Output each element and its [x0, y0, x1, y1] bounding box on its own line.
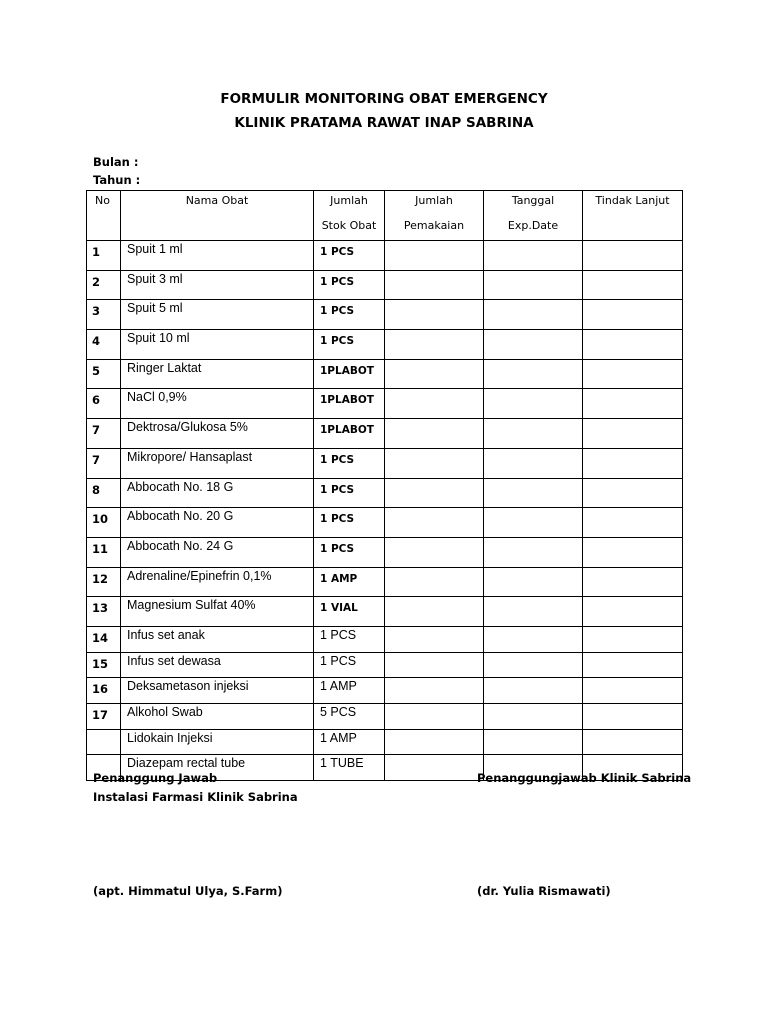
medication-name: Mikropore/ Hansaplast	[121, 448, 314, 478]
stock-quantity: 1 PCS	[314, 270, 385, 300]
follow-up-cell[interactable]	[583, 478, 683, 508]
follow-up-cell[interactable]	[583, 330, 683, 360]
row-number: 7	[87, 448, 121, 478]
table-row	[87, 597, 683, 627]
exp-date-cell[interactable]	[484, 678, 583, 704]
usage-cell[interactable]	[385, 270, 484, 300]
medication-name: Infus set anak	[121, 626, 314, 652]
form-title: FORMULIR MONITORING OBAT EMERGENCY	[220, 91, 548, 107]
table-row	[87, 626, 683, 652]
table-row	[87, 678, 683, 704]
exp-date-cell[interactable]	[484, 597, 583, 627]
table-row	[87, 567, 683, 597]
header-nama-obat: Nama Obat	[121, 191, 314, 241]
table-row	[87, 508, 683, 538]
row-number: 4	[87, 330, 121, 360]
stock-quantity: 1 AMP	[314, 567, 385, 597]
header-jumlah-stok: Jumlah Stok Obat	[314, 191, 385, 241]
exp-date-cell[interactable]	[484, 448, 583, 478]
medication-name: Adrenaline/Epinefrin 0,1%	[121, 567, 314, 597]
follow-up-cell[interactable]	[583, 678, 683, 704]
medication-name: Dektrosa/Glukosa 5%	[121, 419, 314, 449]
exp-date-cell[interactable]	[484, 567, 583, 597]
follow-up-cell[interactable]	[583, 508, 683, 538]
stock-quantity: 1PLABOT	[314, 359, 385, 389]
medication-name: Abbocath No. 18 G	[121, 478, 314, 508]
usage-cell[interactable]	[385, 359, 484, 389]
medication-name: Spuit 10 ml	[121, 330, 314, 360]
row-number: 7	[87, 419, 121, 449]
usage-cell[interactable]	[385, 419, 484, 449]
usage-cell[interactable]	[385, 330, 484, 360]
medication-name: Spuit 5 ml	[121, 300, 314, 330]
row-number: 8	[87, 478, 121, 508]
table-row	[87, 448, 683, 478]
exp-date-cell[interactable]	[484, 537, 583, 567]
usage-cell[interactable]	[385, 704, 484, 730]
stock-quantity: 1 VIAL	[314, 597, 385, 627]
stock-quantity: 1 PCS	[314, 626, 385, 652]
exp-date-cell[interactable]	[484, 478, 583, 508]
row-number: 3	[87, 300, 121, 330]
row-number: 11	[87, 537, 121, 567]
follow-up-cell[interactable]	[583, 537, 683, 567]
usage-cell[interactable]	[385, 729, 484, 755]
stock-quantity: 1PLABOT	[314, 419, 385, 449]
follow-up-cell[interactable]	[583, 241, 683, 271]
medication-name: Spuit 3 ml	[121, 270, 314, 300]
clinic-title: KLINIK PRATAMA RAWAT INAP SABRINA	[234, 115, 534, 131]
row-number: 6	[87, 389, 121, 419]
usage-cell[interactable]	[385, 508, 484, 538]
follow-up-cell[interactable]	[583, 359, 683, 389]
row-number: 16	[87, 678, 121, 704]
row-number: 2	[87, 270, 121, 300]
exp-date-cell[interactable]	[484, 270, 583, 300]
header-jumlah-pemakaian: Jumlah Pemakaian	[385, 191, 484, 241]
right-signer-name: (dr. Yulia Rismawati)	[477, 884, 611, 898]
medication-name: Lidokain Injeksi	[121, 729, 314, 755]
table-row	[87, 704, 683, 730]
usage-cell[interactable]	[385, 755, 484, 781]
follow-up-cell[interactable]	[583, 300, 683, 330]
row-number: 15	[87, 652, 121, 678]
row-number: 17	[87, 704, 121, 730]
follow-up-cell[interactable]	[583, 567, 683, 597]
left-signer-name: (apt. Himmatul Ulya, S.Farm)	[93, 884, 283, 898]
exp-date-cell[interactable]	[484, 419, 583, 449]
right-signer-role: Penanggungjawab Klinik Sabrina	[477, 771, 692, 785]
usage-cell[interactable]	[385, 597, 484, 627]
table-row	[87, 419, 683, 449]
tahun-label: Tahun :	[93, 173, 141, 187]
stock-quantity: 1 PCS	[314, 478, 385, 508]
exp-date-cell[interactable]	[484, 704, 583, 730]
header-tanggal-exp: Tanggal Exp.Date	[484, 191, 583, 241]
stock-quantity: 1 PCS	[314, 652, 385, 678]
usage-cell[interactable]	[385, 448, 484, 478]
row-number: 1	[87, 241, 121, 271]
header-tindak-lanjut: Tindak Lanjut	[583, 191, 683, 241]
medication-name: Infus set dewasa	[121, 652, 314, 678]
row-number: 10	[87, 508, 121, 538]
stock-quantity: 1PLABOT	[314, 389, 385, 419]
medication-table	[86, 190, 683, 781]
medication-name: Abbocath No. 24 G	[121, 537, 314, 567]
medication-name: Deksametason injeksi	[121, 678, 314, 704]
follow-up-cell[interactable]	[583, 704, 683, 730]
follow-up-cell[interactable]	[583, 270, 683, 300]
stock-quantity: 1 PCS	[314, 508, 385, 538]
row-number: 5	[87, 359, 121, 389]
stock-quantity: 1 PCS	[314, 330, 385, 360]
medication-name: Magnesium Sulfat 40%	[121, 597, 314, 627]
table-header-row	[87, 191, 683, 241]
usage-cell[interactable]	[385, 652, 484, 678]
stock-quantity: 1 PCS	[314, 537, 385, 567]
usage-cell[interactable]	[385, 389, 484, 419]
stock-quantity: 1 PCS	[314, 241, 385, 271]
stock-quantity: 1 AMP	[314, 678, 385, 704]
medication-name: Diazepam rectal tube	[121, 755, 314, 781]
exp-date-cell[interactable]	[484, 626, 583, 652]
follow-up-cell[interactable]	[583, 652, 683, 678]
row-number: 14	[87, 626, 121, 652]
usage-cell[interactable]	[385, 567, 484, 597]
row-number: 12	[87, 567, 121, 597]
table-row	[87, 270, 683, 300]
medication-name: Alkohol Swab	[121, 704, 314, 730]
usage-cell[interactable]	[385, 537, 484, 567]
usage-cell[interactable]	[385, 626, 484, 652]
follow-up-cell[interactable]	[583, 419, 683, 449]
exp-date-cell[interactable]	[484, 652, 583, 678]
usage-cell[interactable]	[385, 678, 484, 704]
header-no: No	[87, 191, 121, 241]
stock-quantity: 1 AMP	[314, 729, 385, 755]
table-row	[87, 729, 683, 755]
exp-date-cell[interactable]	[484, 729, 583, 755]
follow-up-cell[interactable]	[583, 626, 683, 652]
usage-cell[interactable]	[385, 300, 484, 330]
exp-date-cell[interactable]	[484, 389, 583, 419]
usage-cell[interactable]	[385, 241, 484, 271]
left-signer-role: Penanggung Jawab	[93, 771, 218, 785]
table-row	[87, 389, 683, 419]
medication-name: Abbocath No. 20 G	[121, 508, 314, 538]
follow-up-cell[interactable]	[583, 729, 683, 755]
left-signer-department: Instalasi Farmasi Klinik Sabrina	[93, 790, 298, 804]
exp-date-cell[interactable]	[484, 300, 583, 330]
follow-up-cell[interactable]	[583, 389, 683, 419]
table-row	[87, 537, 683, 567]
row-number: 13	[87, 597, 121, 627]
usage-cell[interactable]	[385, 478, 484, 508]
exp-date-cell[interactable]	[484, 330, 583, 360]
exp-date-cell[interactable]	[484, 241, 583, 271]
follow-up-cell[interactable]	[583, 448, 683, 478]
table-row	[87, 330, 683, 360]
table-row	[87, 300, 683, 330]
medication-name: Spuit 1 ml	[121, 241, 314, 271]
bulan-label: Bulan :	[93, 155, 139, 169]
stock-quantity: 1 PCS	[314, 448, 385, 478]
medication-name: NaCl 0,9%	[121, 389, 314, 419]
row-number	[87, 729, 121, 755]
follow-up-cell[interactable]	[583, 597, 683, 627]
stock-quantity: 5 PCS	[314, 704, 385, 730]
exp-date-cell[interactable]	[484, 359, 583, 389]
stock-quantity: 1 PCS	[314, 300, 385, 330]
exp-date-cell[interactable]	[484, 508, 583, 538]
table-row	[87, 241, 683, 271]
stock-quantity: 1 TUBE	[314, 755, 385, 781]
medication-name: Ringer Laktat	[121, 359, 314, 389]
table-row	[87, 359, 683, 389]
table-row	[87, 652, 683, 678]
table-row	[87, 478, 683, 508]
